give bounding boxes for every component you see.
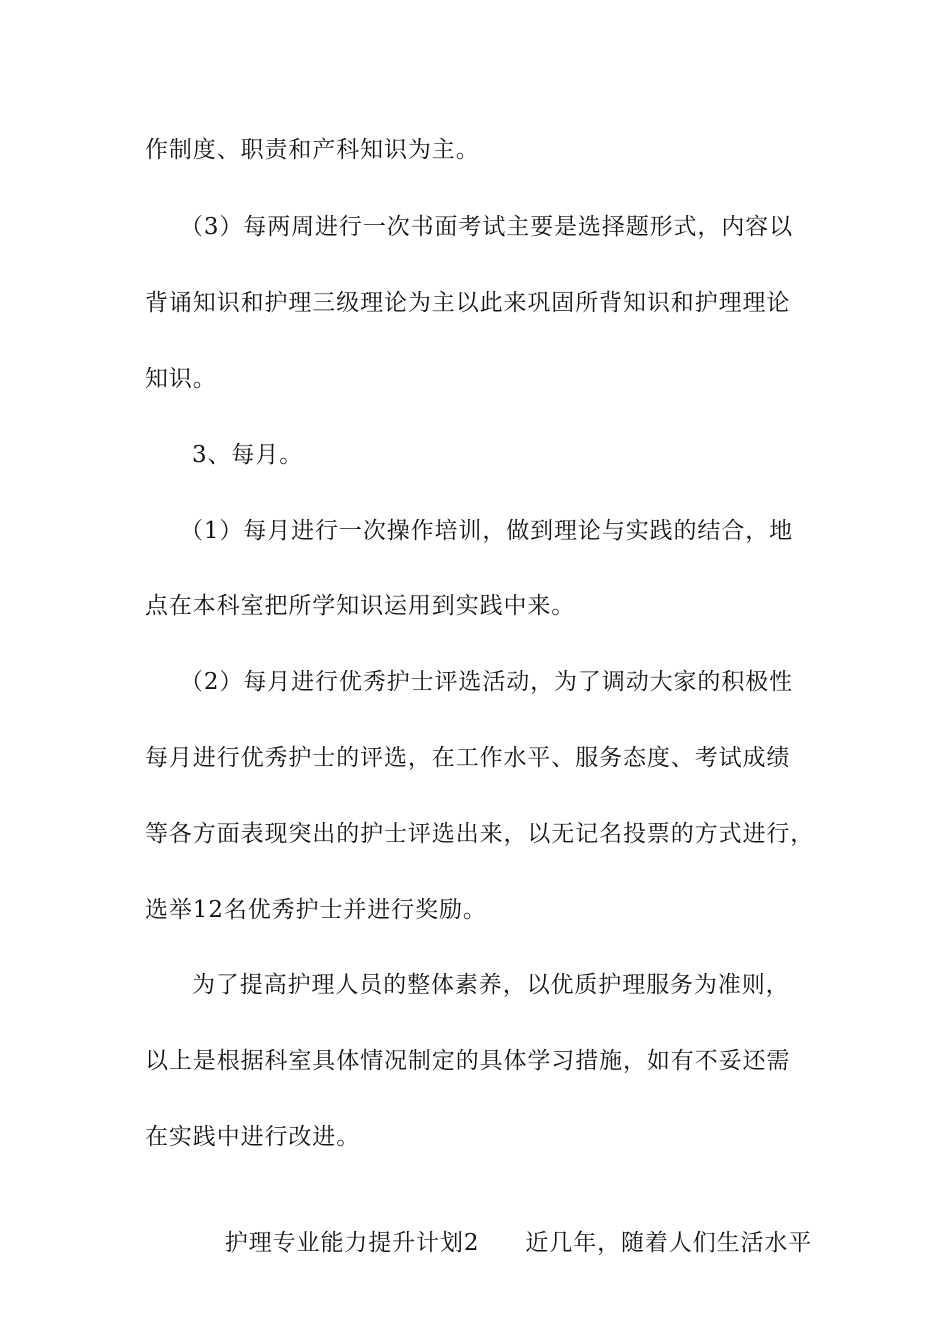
text-line: 选举12名优秀护士并进行奖励。: [145, 897, 487, 923]
text-line: 在实践中进行改进。: [145, 1124, 361, 1150]
text-line: （1）每月进行一次操作培训，做到理论与实践的结合，地: [180, 518, 794, 544]
text-line: （3）每两周进行一次书面考试主要是选择题形式，内容以: [180, 214, 794, 240]
text-line: 为了提高护理人员的整体素养，以优质护理服务为准则，: [192, 972, 790, 998]
section-title: 护理专业能力提升计划2: [224, 1230, 480, 1256]
text-line-heading: [192, 1198, 812, 1288]
text-line: 点在本科室把所学知识运用到实践中来。: [145, 593, 576, 619]
text-line: （2）每月进行优秀护士评选活动，为了调动大家的积极性: [180, 669, 794, 695]
text-line: 3、每月。: [192, 442, 304, 468]
text-line: 每月进行优秀护士的评选，在工作水平、服务态度、考试成绩: [145, 745, 791, 771]
text-line: 知识。: [145, 366, 217, 392]
text-line: 作制度、职责和产科知识为主。: [145, 137, 480, 163]
section-intro-text: 近几年，随着人们生活水平: [525, 1230, 813, 1256]
text-line: 以上是根据科室具体情况制定的具体学习措施，如有不妥还需: [145, 1048, 791, 1074]
text-line: 背诵知识和护理三级理论为主以此来巩固所背知识和护理理论: [145, 290, 791, 316]
text-line: 等各方面表现突出的护士评选出来，以无记名投票的方式进行，: [145, 821, 815, 847]
